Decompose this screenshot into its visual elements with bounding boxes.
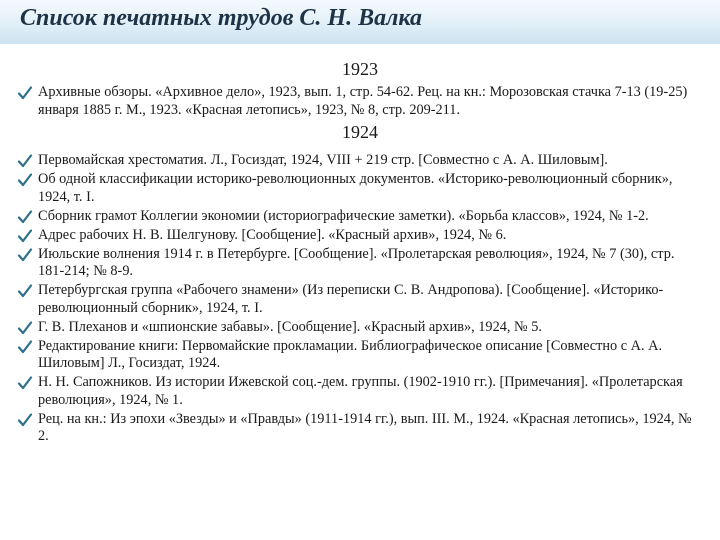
item-text: Об одной классификации историко-революционных документов. «Историко-революционный сборник», 1924, т. I. <box>38 171 673 205</box>
publication-list-1924 <box>0 152 720 446</box>
checkmark-icon <box>17 228 33 244</box>
list-item <box>0 171 720 206</box>
list-item <box>0 152 720 170</box>
checkmark-icon <box>17 339 33 355</box>
list-item <box>0 84 720 119</box>
list-item <box>0 338 720 373</box>
checkmark-icon <box>17 412 33 428</box>
list-item <box>0 246 720 281</box>
item-text: Петербургская группа «Рабочего знамени» (Из переписки С. В. Андропова). [Сообщение]. «Историко-революционный сборник», 1924, т. I. <box>38 282 664 316</box>
list-item <box>0 319 720 337</box>
item-text: Архивные обзоры. «Архивное дело», 1923, вып. 1, стр. 54-62. Рец. на кн.: Морозовская стачка 7-13 (19-25) января 1885 г. М., 1923. «Красная летопись», 1923, № 8, стр. 209-211. <box>38 84 688 118</box>
checkmark-icon <box>17 247 33 263</box>
checkmark-icon <box>17 283 33 299</box>
title-bar <box>0 0 720 44</box>
checkmark-icon <box>17 172 33 188</box>
checkmark-icon <box>17 375 33 391</box>
checkmark-icon <box>17 85 33 101</box>
list-item <box>0 227 720 245</box>
list-item <box>0 208 720 226</box>
item-text: Июльские волнения 1914 г. в Петербурге. [Сообщение]. «Пролетарская революция», 1924, № 7 (30), стр. 181-214; № 8-9. <box>38 245 675 279</box>
list-item <box>0 282 720 317</box>
checkmark-icon <box>17 320 33 336</box>
item-text: Сборник грамот Коллегии экономии (историографические заметки). «Борьба классов», 1924, № 1-2. <box>38 207 649 224</box>
item-text: Рец. на кн.: Из эпохи «Звезды» и «Правды» (1911-1914 гг.), вып. III. М., 1924. «Красная летопись», 1924, № 2. <box>38 410 692 444</box>
slide-content <box>0 48 720 447</box>
year-heading-1924: 1924 <box>342 122 378 142</box>
list-item <box>0 411 720 446</box>
page-title: Список печатных трудов С. Н. Валка <box>20 5 422 31</box>
item-text: Н. Н. Сапожников. Из истории Ижевской соц.-дем. группы. (1902-1910 гг.). [Примечания]. «Пролетарская революция», 1924, № 1. <box>38 374 683 408</box>
list-item <box>0 374 720 409</box>
item-text: Первомайская хрестоматия. Л., Госиздат, 1924, VIII + 219 стр. [Совместно с А. А. Шиловым]. <box>38 152 608 168</box>
checkmark-icon <box>17 209 33 225</box>
item-text: Редактирование книги: Первомайские прокламации. Библиографическое описание [Совместно с А. А. Шиловым] Л., Госиздат, 1924. <box>38 337 663 371</box>
year-heading-1923: 1923 <box>342 59 378 79</box>
item-text: Г. В. Плеханов и «шпионские забавы». [Сообщение]. «Красный архив», 1924, № 5. <box>38 318 542 335</box>
checkmark-icon <box>17 153 33 169</box>
publication-list-1923 <box>0 84 720 119</box>
item-text: Адрес рабочих Н. В. Шелгунову. [Сообщение]. «Красный архив», 1924, № 6. <box>38 226 507 243</box>
